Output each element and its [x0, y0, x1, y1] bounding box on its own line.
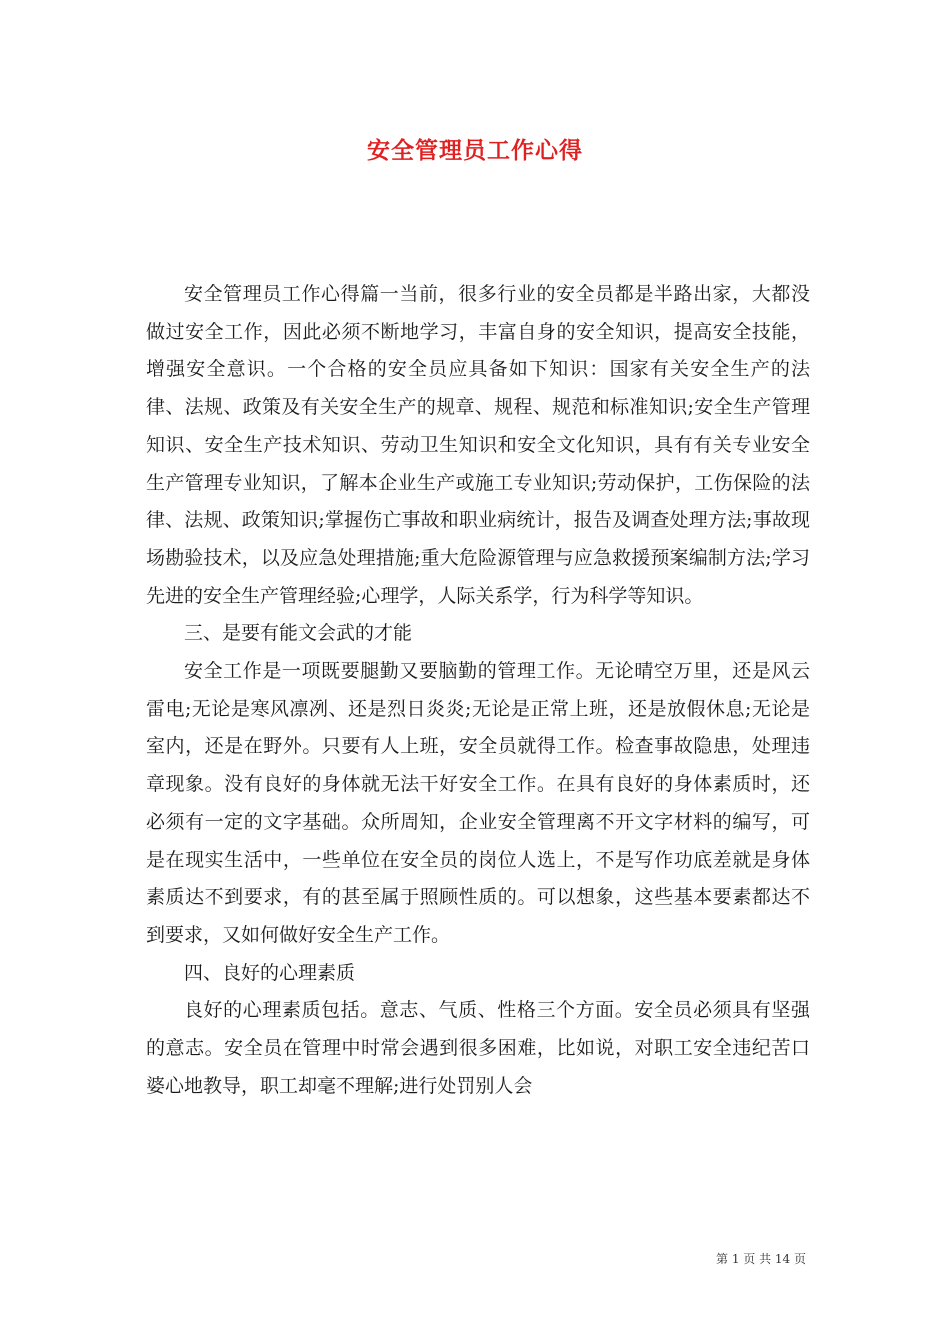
- paragraph: 良好的心理素质包括。意志、气质、性格三个方面。安全员必须具有坚强的意志。安全员在管理中时常会遇到很多困难，比如说，对职工安全违纪苦口婆心地教导，职工却毫不理解;进行处罚别人会: [146, 999, 810, 1097]
- document-title: 安全管理员工作心得: [367, 137, 583, 164]
- section-heading: 三、是要有能文会武的才能: [184, 622, 413, 645]
- document-body: [146, 276, 810, 1105]
- paragraph: 安全工作是一项既要腿勤又要脑勤的管理工作。无论晴空万里，还是风云雷电;无论是寒风凛冽、还是烈日炎炎;无论是正常上班，还是放假休息;无论是室内，还是在野外。只要有人上班，安全员就得工作。检查事故隐患，处理违章现象。没有良好的身体就无法干好安全工作。在具有良好的身体素质时，还必须有一定的文字基础。众所周知，企业安全管理离不开文字材料的编写，可是在现实生活中，一些单位在安全员的岗位人选上，不是写作功底差就是身体素质达不到要求，有的甚至属于照顾性质的。可以想象，这些基本要素都达不到要求，又如何做好安全生产工作。: [146, 660, 810, 946]
- section-heading: 四、良好的心理素质: [184, 961, 356, 984]
- page-number-footer: 第 1 页 共 14 页: [716, 1252, 806, 1266]
- paragraph: 安全管理员工作心得篇一当前，很多行业的安全员都是半路出家，大都没做过安全工作，因此必须不断地学习，丰富自身的安全知识，提高安全技能，增强安全意识。一个合格的安全员应具备如下知识：国家有关安全生产的法律、法规、政策及有关安全生产的规章、规程、规范和标准知识;安全生产管理知识、安全生产技术知识、劳动卫生知识和安全文化知识，具有有关专业安全生产管理专业知识，了解本企业生产或施工专业知识;劳动保护，工伤保险的法律、法规、政策知识;掌握伤亡事故和职业病统计，报告及调查处理方法;事故现场勘验技术，以及应急处理措施;重大危险源管理与应急救援预案编制方法;学习先进的安全生产管理经验;心理学，人际关系学，行为科学等知识。: [146, 283, 810, 607]
